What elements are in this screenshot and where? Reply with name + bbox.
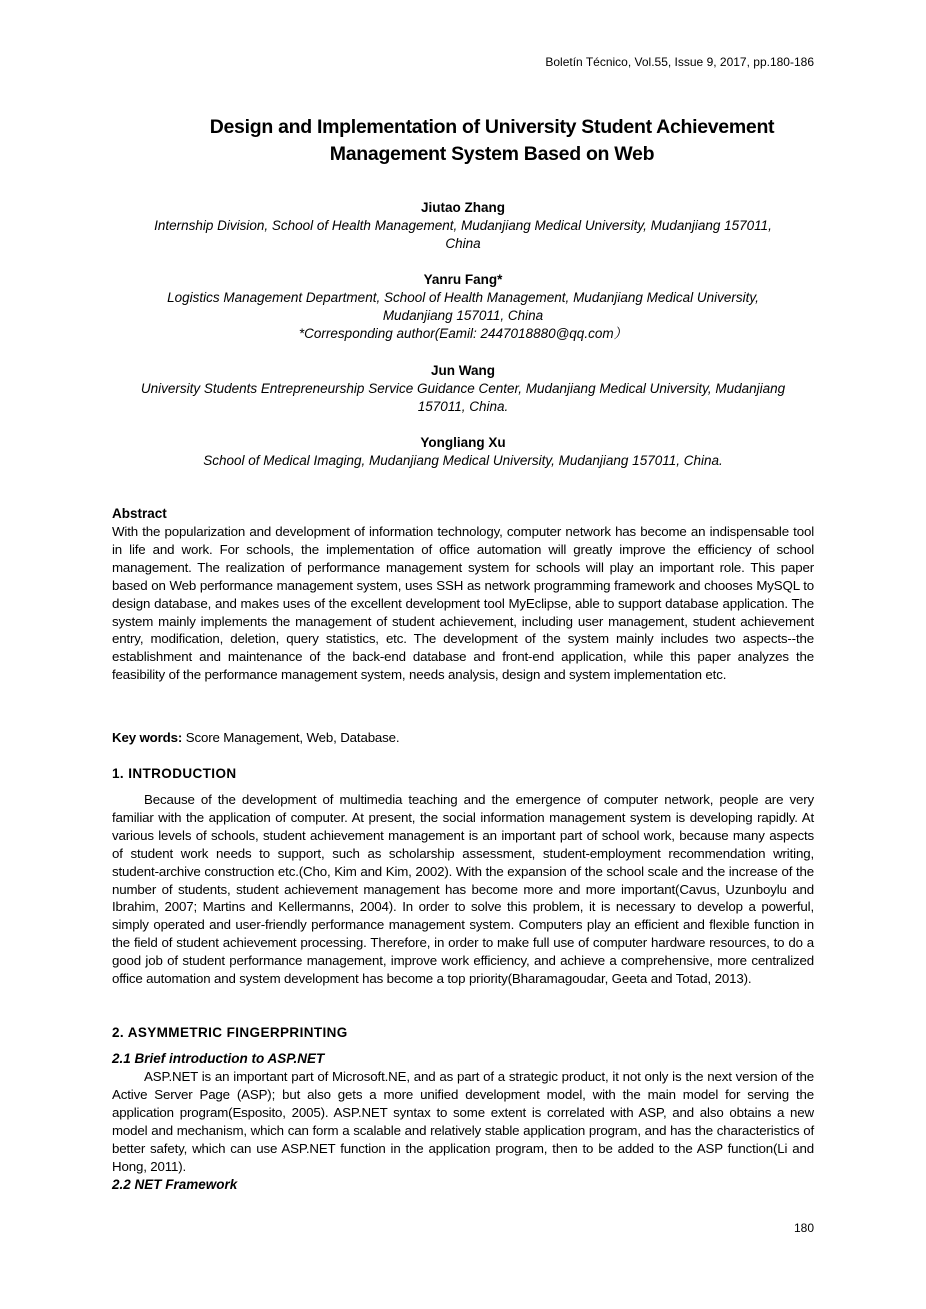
abstract-heading: Abstract — [112, 506, 167, 521]
author-affiliation: Mudanjiang 157011, China — [382, 308, 544, 323]
author-affiliation: Internship Division, School of Health Management, Mudanjiang Medical University, Mudanjiang 157011, — [154, 218, 772, 233]
section-2-heading: 2. ASYMMETRIC FINGERPRINTING — [112, 1025, 348, 1040]
keywords-text: Score Management, Web, Database. — [182, 730, 400, 745]
abstract-text: With the popularization and development of information technology, computer network has become an indispensable tool in life and work. For schools, the implementation of office automation will greatly improve the efficiency of school management. The realization of performance management system for schools will play an important role. This paper based on Web performance management system, uses SSH as network programming framework and chooses MySQL to design database, and makes uses of the excellent development tool MyEclipse, able to support database application. The system mainly implements the management of student achievement, including user management, student achievement entry, modification, deletion, query statistics, etc. The development of the system mainly includes two aspects--the establishment and maintenance of the back-end database and front-end application, while this paper analyzes the feasibility of the performance management system, needs analysis, design and system implementation etc. — [112, 524, 814, 683]
keywords-label: Key words: — [112, 730, 183, 745]
author-name: Jun Wang — [431, 363, 495, 378]
title-line-2: Management System Based on Web — [329, 143, 655, 165]
subsection-2-1-text: ASP.NET is an important part of Microsoft.NE, and as part of a strategic product, it not only is the next version of the Active Server Page (ASP); but also gets a more unified development model, with the main model for serving the application program(Esposito, 2005). ASP.NET syntax to some extent is correlated with ASP, and also obtains a new model and mechanism, which can form a scalable and relatively stable application program, and has the characteristics of better safety, which can use ASP.NET function in the application program, then to be added to the ASP function(Li and Hong, 2011). — [112, 1069, 814, 1174]
section-1-text: Because of the development of multimedia teaching and the emergence of computer network, people are very familiar with the application of computer. At present, the social information management system is developing rapidly. At various levels of schools, student achievement management is an important part of school work, because many aspects of student work needs to support, such as scholarship assessment, student-employment recommendation writing, student-archive construction etc.(Cho, Kim and Kim, 2002). With the expansion of the school scale and the increase of the number of students, student achievement management has become more and more important(Cavus, Uzunboylu and Ibrahim, 2007; Martins and Kellermanns, 2004). In order to solve this problem, it is necessary to develop a powerful, simply operated and user-friendly performance management system. Computers play an efficient and flexible function in the field of student achievement processing. Therefore, in order to make full use of computer hardware resources, to do a good job of student performance management, improve work efficiency, and achieve a comprehensive, more centralized office automation and system development has become a top priority(Bharamagoudar, Geeta and Totad, 2013). — [112, 792, 814, 987]
author-name: Yanru Fang* — [423, 272, 503, 287]
paper-title — [112, 114, 872, 168]
page-number: 180 — [793, 1221, 814, 1235]
author-block-1 — [112, 199, 814, 253]
subsection-2-2-heading: 2.2 NET Framework — [112, 1177, 238, 1192]
author-block-4 — [112, 434, 814, 470]
author-name: Yongliang Xu — [420, 435, 506, 450]
title-line-1: Design and Implementation of University Student Achievement — [209, 116, 775, 138]
author-block-2 — [112, 271, 814, 343]
author-affiliation: School of Medical Imaging, Mudanjiang Medical University, Mudanjiang 157011, China. — [203, 453, 723, 468]
author-name: Jiutao Zhang — [421, 200, 505, 215]
author-affiliation: 157011, China. — [417, 399, 509, 414]
author-affiliation: China — [445, 236, 481, 251]
section-1-heading: 1. INTRODUCTION — [112, 766, 237, 781]
corresponding-author-note: *Corresponding author(Eamil: 2447018880@qq.com） — [298, 326, 628, 341]
author-block-3 — [112, 362, 814, 416]
author-affiliation: University Students Entrepreneurship Service Guidance Center, Mudanjiang Medical University, Mudanjiang — [140, 381, 786, 396]
author-affiliation: Logistics Management Department, School of Health Management, Mudanjiang Medical University, — [167, 290, 759, 305]
keywords — [112, 729, 814, 747]
subsection-2-1-heading: 2.1 Brief introduction to ASP.NET — [112, 1051, 325, 1066]
journal-citation: Boletín Técnico, Vol.55, Issue 9, 2017, pp.180-186 — [545, 55, 814, 69]
